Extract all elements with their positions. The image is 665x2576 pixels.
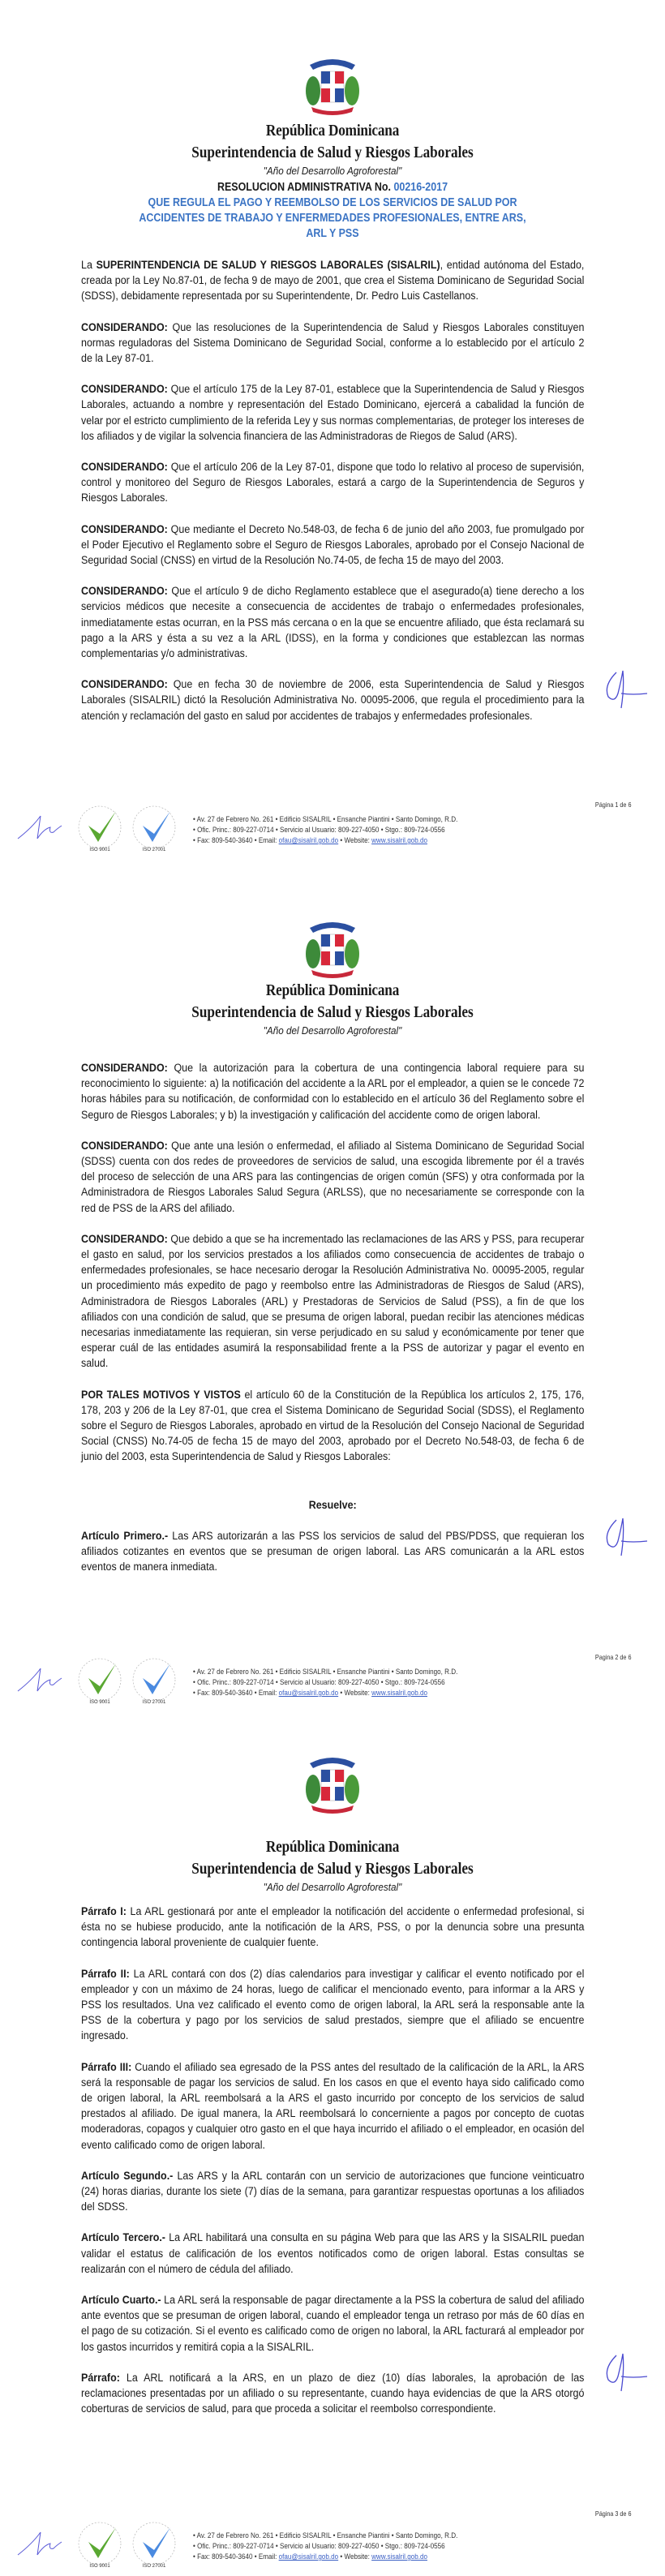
resolution-title [88, 180, 577, 242]
iso-27001-certification-icon [130, 2519, 178, 2570]
page-number: Página 3 de 6 [594, 2509, 631, 2518]
considerando: CONSIDERANDO: Que el artículo 175 de la Ley 87-01, establece que la Superintendencia de Salud y Riesgos Laborales, actuando a nombre y representación del Estado Dominicano, ejercerá a cabalidad la función de velar por el estricto cumplimiento de la referida Ley y sus normas complementarias, de proteger los intereses de los afiliados y de vigilar la solvencia financiera de las Administradoras de Riegos de Salud (ARS). [81, 383, 585, 443]
agency-name: Superintendencia de Salud y Riesgos Laborales [191, 1003, 474, 1021]
por-tales-motivos: POR TALES MOTIVOS Y VISTOS el artículo 60 de la Constitución de la República los artículos 2, 175, 176, 178, 203 y 206 de la Ley 87-01, que crea el Sistema Dominicano de Seguridad Social (SDSS), el Reglamento sobre el Seguro de Riesgos Laborales, aprobado en virtud de la Resolución del Consejo Nacional de Seguridad Social (CNSS) No.74-05 de fecha 15 de mayo del 2003, aprobado por el Decreto No.548-03, de fecha 6 de junio del 2003, esta Superintendencia de Salud y Riesgos Laborales: [81, 1388, 585, 1464]
signature-initials-icon [600, 669, 649, 713]
resolution-subject-1: QUE REGULA EL PAGO Y REEMBOLSO DE LOS SERVICIOS DE SALUD POR [148, 196, 517, 209]
agency-name: Superintendencia de Salud y Riesgos Laborales [191, 1860, 474, 1878]
signature-icon [16, 811, 65, 844]
page-2 [0, 858, 665, 1716]
iso-27001-certification-icon [130, 1655, 178, 1706]
motto: "Año del Desarrollo Agroforestal" [263, 1024, 402, 1037]
iso-9001-certification-icon [75, 803, 124, 853]
signature-initials-icon [600, 2352, 649, 2396]
page-2-body [81, 1061, 584, 1591]
country-name: República Dominicana [265, 1838, 400, 1856]
signature-initials-icon [600, 1517, 649, 1561]
iso-9001-certification-icon [75, 2519, 124, 2570]
coat-of-arms-icon [302, 917, 363, 981]
footer-website-link[interactable]: www.sisalril.gob.do [371, 836, 427, 844]
svg-text:ISO 9001: ISO 9001 [89, 848, 110, 852]
considerando: CONSIDERANDO: Que el artículo 9 de dicho Reglamento establece que el asegurado(a) tiene derecho a los servicios médicos que necesite a consecuencia de accidentes de trabajo o enfermedades profesionales, inmediatamente estas ocurran, en la PSS más cercana o en la que se encuentre afiliado, que ésta reclamará su pago a la ARS y ésta a su vez a la ARL (IDSS), en la forma y condiciones que establezcan las normas complementarias y/o administrativas. [81, 585, 585, 661]
page-number: Página 1 de 6 [594, 801, 631, 809]
footer-address: • Av. 27 de Febrero No. 261 • Edificio SISALRIL • Ensanche Piantini • Santo Domingo, R.D. • Ofic. Princ.: 809-227-0714 • Servicio al Usuario: 809-227-4050 • Stgo.: 809-724-0556 • Fax: 809-540-3640 • Email: ofau@sisalril.gob.do • Website: www.sisalril.gob.do [193, 1668, 458, 1697]
articulo-segundo: Artículo Segundo.- Las ARS y la ARL contarán con un servicio de autorizaciones que funcione veinticuatro (24) horas diarias, durante los siete (7) días de la semana, para garantizar respuestas oportunas a los afiliados del SDSS. [81, 2169, 585, 2214]
resolution-prefix: RESOLUCION ADMINISTRATIVA No. [217, 181, 392, 194]
resolution-number: 00216-2017 [393, 181, 448, 194]
considerando: CONSIDERANDO: Que la autorización para la cobertura de una contingencia laboral requiere para su reconocimiento lo siguiente: a) la notificación del accidente a la ARL por el empleador, a quien se le concede 72 horas hábiles para su notificación, de conformidad con lo establecido en el artículo 36 del Reglamento sobre el Seguro de Riesgos Laborales; y b) la investigación y calificación del accidente como de origen laboral. [81, 1062, 585, 1122]
parrafo-iii: Párrafo III: Cuando el afiliado sea egresado de la PSS antes del resultado de la calificación de la ARL, la ARS será la responsable de pagar los servicios de salud. En los casos en que el evento haya sido calificado como de origen laboral, la ARL reembolsará a la ARS el gasto incurrido por concepto de los servicios de salud prestados al afiliado. De igual manera, la ARL reembolsará lo concerniente a pagos por concepto de cuotas moderadoras, copagos y cualquier otro gasto en el que haya incurrido el afiliado o el empleador, en ocasión del evento calificado como de origen laboral. [81, 2060, 585, 2152]
page-3-body [81, 1904, 584, 2432]
page-footer [16, 803, 649, 860]
page-footer [16, 1655, 649, 1712]
entity-name: SUPERINTENDENCIA DE SALUD Y RIESGOS LABORALES (SISALRIL) [96, 259, 440, 272]
articulo-tercero: Artículo Tercero.- La ARL habilitará una consulta en su página Web para que las ARS y la SISALRIL puedan validar el estatus de calificación de los eventos notificados como de origen laboral. Estas consultas se realizarán con el número de cédula del afiliado. [81, 2231, 585, 2276]
svg-text:ISO 9001: ISO 9001 [89, 2564, 110, 2569]
svg-text:ISO 9001: ISO 9001 [89, 1700, 110, 1705]
page-footer [16, 2519, 649, 2576]
coat-of-arms-icon [302, 1752, 363, 1817]
page-number: Pagina 2 de 6 [594, 1653, 631, 1661]
resuelve-heading: Resuelve: [308, 1498, 357, 1512]
footer-address: • Av. 27 de Febrero No. 261 • Edificio SISALRIL • Ensanche Piantini • Santo Domingo, R.D. • Ofic. Princ.: 809-227-0714 • Servicio al Usuario: 809-227-4050 • Stgo.: 809-724-0556 • Fax: 809-540-3640 • Email: ofau@sisalril.gob.do • Website: www.sisalril.gob.do [193, 815, 458, 844]
page-1 [0, 0, 665, 858]
intro-paragraph: La SUPERINTENDENCIA DE SALUD Y RIESGOS LABORALES (SISALRIL), entidad autónoma del Estado, creada por la Ley No.87-01, de fecha 9 de mayo de 2001, que crea el Sistema Dominicano de Seguridad Social (SDSS), debidamente representada por su Superintendente, Dr. Pedro Luis Castellanos. [81, 259, 585, 303]
coat-of-arms-icon [302, 54, 363, 118]
resolution-subject-3: ARL Y PSS [306, 227, 359, 240]
considerando: CONSIDERANDO: Que ante una lesión o enfermedad, el afiliado al Sistema Dominicano de Seguridad Social (SDSS) cuenta con dos redes de proveedores de servicios de salud, una escogida libremente por él a través del proceso de selección de una ARS para las contingencias de origen común (SFS) y otra conformada por la Administradora de Riesgos Laborales Salud Segura (ARLSS), que no necesariamente se corresponde con la red de PSS de la ARS del afiliado. [81, 1139, 585, 1215]
parrafo-i: Párrafo I: La ARL gestionará por ante el empleador la notificación del accidente o enfermedad profesional, si ésta no se hubiese producido, ante la notificación de la ARS, PSS, o por la denuncia sobre una presunta contingencia laboral proveniente de cualquier fuente. [81, 1905, 585, 1950]
considerando: CONSIDERANDO: Que mediante el Decreto No.548-03, de fecha 6 de junio del año 2003, fue promulgado por el Poder Ejecutivo el Reglamento sobre el Seguro de Riesgos Laborales, aprobado por el Consejo Nacional de Seguridad Social (CNSS) en virtud de la Resolución No.74-05, de fecha 15 de mayo del 2003. [81, 522, 585, 568]
parrafo-final: Párrafo: La ARL notificará a la ARS, en un plazo de diez (10) días laborales, la aprobación de las reclamaciones presentadas por un afiliado o su representante, cuando haya evidencias de que la ARS otorgó coberturas de servicios de salud, para que proceda a solicitar el reembolso correspondiente. [81, 2371, 585, 2416]
footer-email-link[interactable]: ofau@sisalril.gob.do [278, 2552, 339, 2561]
footer-website-link[interactable]: www.sisalril.gob.do [371, 1689, 427, 1697]
articulo-primero: Artículo Primero.- Las ARS autorizarán a las PSS los servicios de salud del PBS/PDSS, que requieran los afiliados cotizantes en eventos que se presuman de origen laboral. Las ARS comunicarán a la ARL estos eventos de manera inmediata. [81, 1529, 585, 1574]
signature-icon [16, 1664, 65, 1696]
page-3 [0, 1716, 665, 2574]
considerando: CONSIDERANDO: Que debido a que se ha incrementado las reclamaciones de las ARS y PSS, para recuperar el gasto en salud, por los servicios prestados a los afiliados como consecuencia de accidentes de trabajo o enfermedades profesionales, se hace necesario derogar la Resolución Administrativa No. 00095-2005, regular un procedimiento más expedito de pago y reembolso entre las Administradoras de Riesgos de Salud (ARS), Administradora de Riesgos Laborales (ARL) y Prestadoras de Servicios de Salud (PSS), a fin de que los afiliados con una condición de salud, que se presuma de origen laboral, puedan recibir las atenciones médicas necesarias inmediatamente las requieran, sin verse perjudicado en su salud y económicamente por tener que esperar cuál de las entidades asumirá la responsabilidad frente a la PSS de autorizar y pagar el evento en salud. [81, 1232, 585, 1371]
articulo-cuarto: Artículo Cuarto.- La ARL será la responsable de pagar directamente a la PSS la cobertura de salud del afiliado ante eventos que se presuman de origen laboral, cuando el empleador tenga un retraso por más de 60 días en el pago de su cotización. Si el evento es calificado como de origen no laboral, la ARL facturará al empleador por los gastos incurridos y remitirá copia a la SISALRIL. [81, 2294, 585, 2354]
country-name: República Dominicana [265, 122, 400, 140]
iso-9001-certification-icon [75, 1655, 124, 1706]
svg-text:ISO 27001: ISO 27001 [142, 1700, 166, 1705]
motto: "Año del Desarrollo Agroforestal" [263, 1881, 402, 1893]
country-name: República Dominicana [265, 981, 400, 999]
considerando: CONSIDERANDO: Que el artículo 206 de la Ley 87-01, dispone que todo lo relativo al proceso de supervisión, control y monitoreo del Seguro de Riesgos Laborales, estará a cargo de la Superintendencia de Seguros y Riesgos Laborales. [81, 461, 585, 505]
footer-email-link[interactable]: ofau@sisalril.gob.do [278, 836, 339, 844]
considerando: CONSIDERANDO: Que en fecha 30 de noviembre de 2006, esta Superintendencia de Salud y Riesgos Laborales (SISALRIL) dictó la Resolución Administrativa No. 00095-2006, que regula el procedimiento para la atención y reclamación del gasto en salud por accidentes de trabajos y enfermedades profesionales. [81, 678, 585, 723]
parrafo-ii: Párrafo II: La ARL contará con dos (2) días calendarios para investigar y calificar el evento notificado por el empleador y con un máximo de 24 horas, luego de calificar el mencionado evento, para informar a la ARS y PSS los resultados. Una vez calificado el evento como de origen laboral, la ARL será la responsable ante la PSS de la cobertura y pago por los servicios de salud prestados, siempre que el afiliado se encuentre ingresado. [81, 1967, 585, 2043]
page-1-body [81, 258, 584, 740]
iso-27001-certification-icon [130, 803, 178, 853]
footer-website-link[interactable]: www.sisalril.gob.do [371, 2552, 427, 2561]
footer-address: • Av. 27 de Febrero No. 261 • Edificio SISALRIL • Ensanche Piantini • Santo Domingo, R.D. • Ofic. Princ.: 809-227-0714 • Servicio al Usuario: 809-227-4050 • Stgo.: 809-724-0556 • Fax: 809-540-3640 • Email: ofau@sisalril.gob.do • Website: www.sisalril.gob.do [193, 2531, 458, 2561]
agency-name: Superintendencia de Salud y Riesgos Laborales [191, 144, 474, 161]
motto: "Año del Desarrollo Agroforestal" [263, 165, 402, 177]
signature-icon [16, 2527, 65, 2560]
footer-email-link[interactable]: ofau@sisalril.gob.do [278, 1689, 339, 1697]
considerando: CONSIDERANDO: Que las resoluciones de la Superintendencia de Salud y Riesgos Laborales constituyen normas reguladoras del Sistema Dominicano de Seguridad Social, conforme a lo establecido por el artículo 2 de la Ley 87-01. [81, 320, 585, 366]
svg-text:ISO 27001: ISO 27001 [142, 848, 166, 852]
svg-text:ISO 27001: ISO 27001 [142, 2564, 166, 2569]
resolution-subject-2: ACCIDENTES DE TRABAJO Y ENFERMEDADES PROFESIONALES, ENTRE ARS, [139, 212, 526, 225]
